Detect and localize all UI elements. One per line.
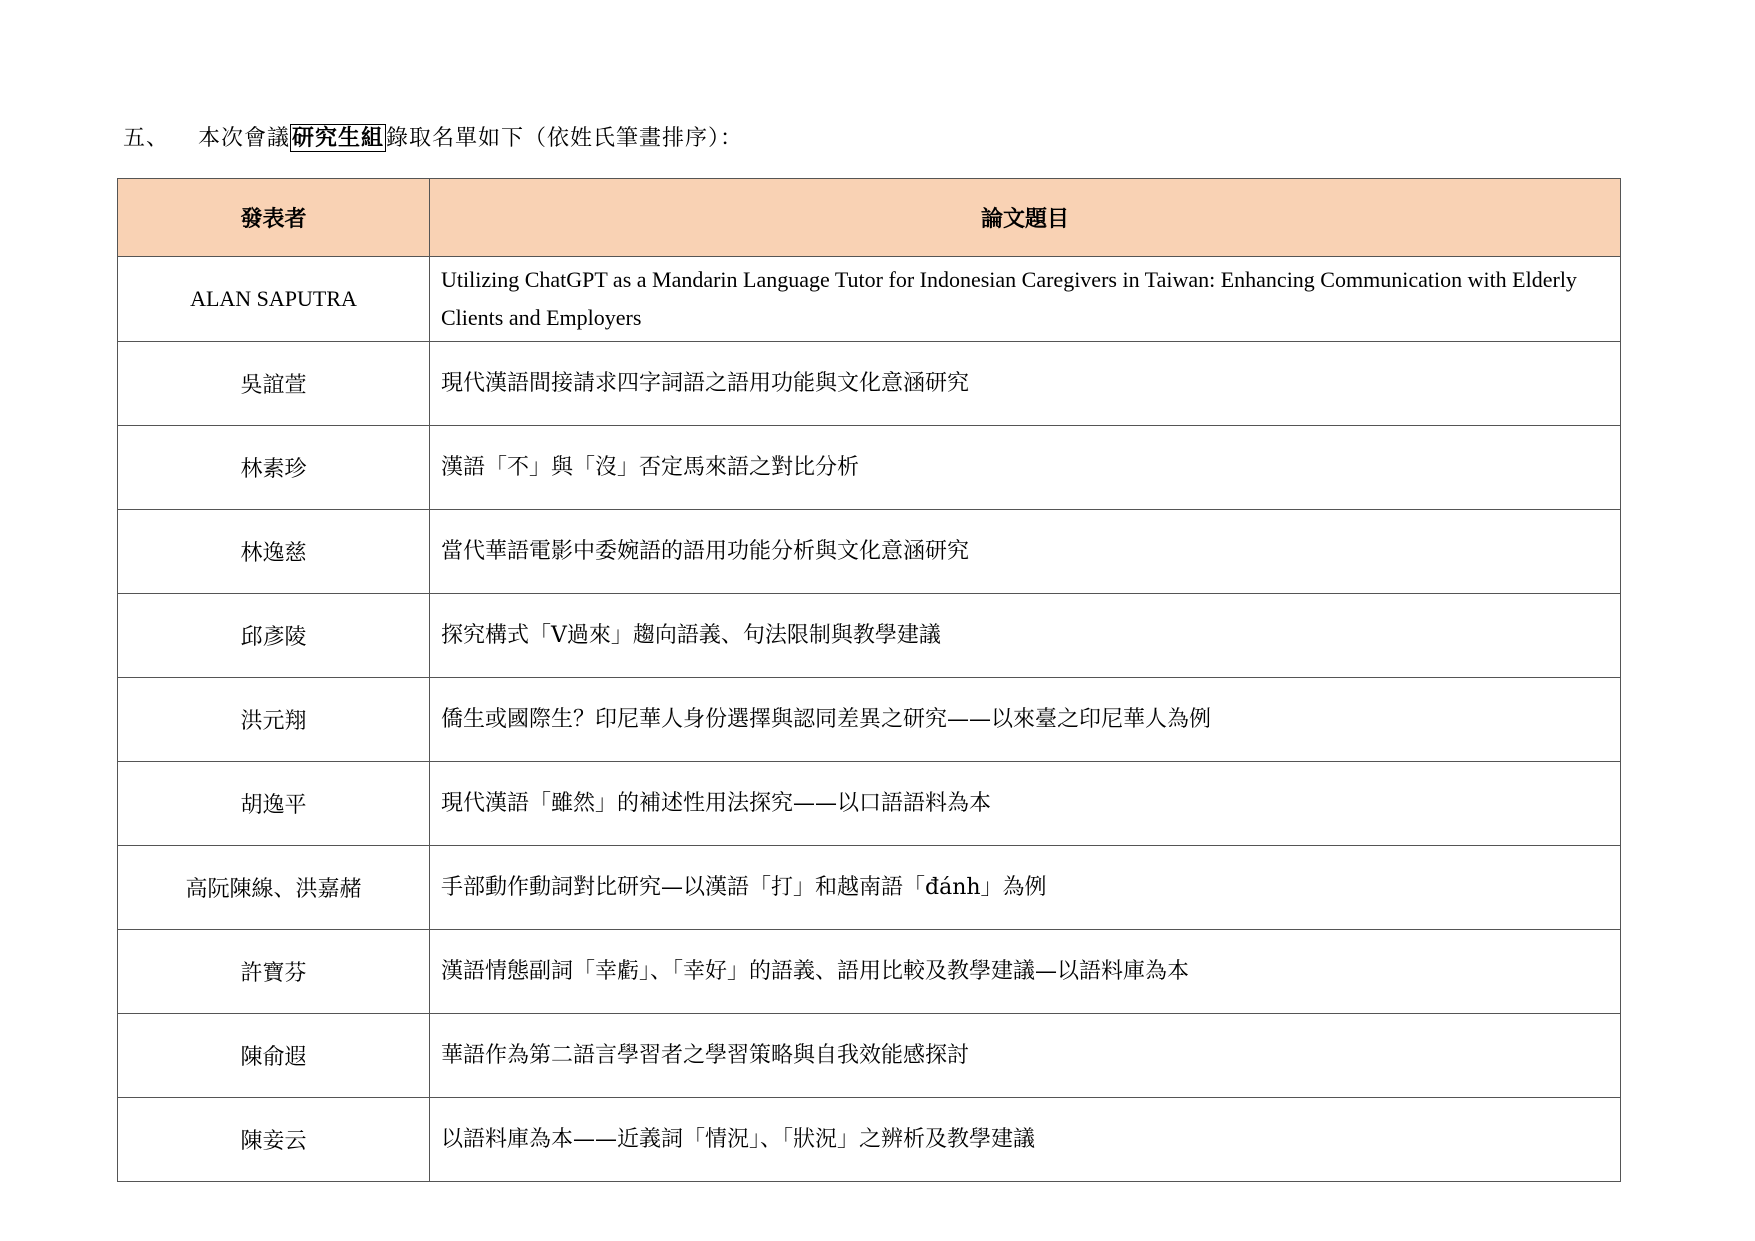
heading-boxed-term: 研究生組 bbox=[292, 125, 385, 151]
table-row bbox=[118, 510, 1621, 594]
paper-title-cell: 探究構式「V過來」趨向語義、句法限制與教學建議 bbox=[430, 594, 1621, 678]
paper-title-cell: 手部動作動詞對比研究—以漢語「打」和越南語「đánh」為例 bbox=[430, 846, 1621, 930]
presenter-cell: 吳誼萱 bbox=[118, 342, 430, 426]
presenter-cell: 林逸慈 bbox=[118, 510, 430, 594]
heading-suffix: 錄取名單如下（依姓氏筆畫排序）： bbox=[386, 126, 744, 151]
table-row bbox=[118, 426, 1621, 510]
section-heading bbox=[123, 121, 743, 156]
paper-title-cell: 當代華語電影中委婉語的語用功能分析與文化意涵研究 bbox=[430, 510, 1621, 594]
table-row bbox=[118, 762, 1621, 846]
table-row bbox=[118, 594, 1621, 678]
header-paper-title: 論文題目 bbox=[430, 179, 1621, 257]
section-number: 五、 bbox=[123, 126, 170, 151]
table-row bbox=[118, 930, 1621, 1014]
presenter-cell: 洪元翔 bbox=[118, 678, 430, 762]
presenter-cell: ALAN SAPUTRA bbox=[118, 257, 430, 342]
table-row bbox=[118, 257, 1621, 342]
presenter-cell: 許寶芬 bbox=[118, 930, 430, 1014]
paper-title-cell: 僑生或國際生？印尼華人身份選擇與認同差異之研究——以來臺之印尼華人為例 bbox=[430, 678, 1621, 762]
paper-title-cell: 現代漢語間接請求四字詞語之語用功能與文化意涵研究 bbox=[430, 342, 1621, 426]
paper-title-cell: 華語作為第二語言學習者之學習策略與自我效能感探討 bbox=[430, 1014, 1621, 1098]
paper-title-cell: 以語料庫為本——近義詞「情況」、「狀況」之辨析及教學建議 bbox=[430, 1098, 1621, 1182]
header-presenter: 發表者 bbox=[118, 179, 430, 257]
paper-title-cell: Utilizing ChatGPT as a Mandarin Language Tutor for Indonesian Caregivers in Taiwan: Enhancing Communication with Elderly Clients and Employers bbox=[430, 257, 1621, 342]
presenter-cell: 林素珍 bbox=[118, 426, 430, 510]
presenter-cell: 高阮陳線、洪嘉赭 bbox=[118, 846, 430, 930]
table-header-row bbox=[118, 179, 1621, 257]
presenter-cell: 陳妾云 bbox=[118, 1098, 430, 1182]
table-row bbox=[118, 1014, 1621, 1098]
admission-table bbox=[117, 178, 1621, 1182]
table-row bbox=[118, 678, 1621, 762]
paper-title-cell: 現代漢語「雖然」的補述性用法探究——以口語語料為本 bbox=[430, 762, 1621, 846]
presenter-cell: 邱彥陵 bbox=[118, 594, 430, 678]
table-row bbox=[118, 846, 1621, 930]
table-row bbox=[118, 1098, 1621, 1182]
presenter-cell: 胡逸平 bbox=[118, 762, 430, 846]
heading-prefix: 本次會議 bbox=[198, 126, 291, 151]
table-row bbox=[118, 342, 1621, 426]
paper-title-cell: 漢語情態副詞「幸虧」、「幸好」的語義、語用比較及教學建議—以語料庫為本 bbox=[430, 930, 1621, 1014]
paper-title-cell: 漢語「不」與「沒」否定馬來語之對比分析 bbox=[430, 426, 1621, 510]
presenter-cell: 陳俞遐 bbox=[118, 1014, 430, 1098]
